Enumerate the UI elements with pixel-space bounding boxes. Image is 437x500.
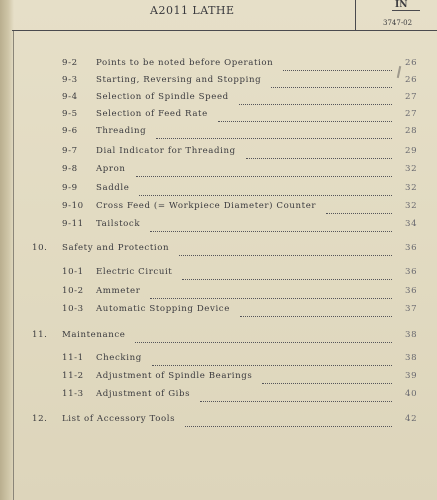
toc-page: 27 bbox=[405, 92, 418, 102]
toc-leader bbox=[185, 414, 392, 427]
toc-title: Threading bbox=[96, 126, 147, 136]
toc-page: 36 bbox=[405, 243, 418, 253]
toc-number: 11-2 bbox=[62, 371, 84, 381]
toc-page: 32 bbox=[405, 183, 418, 193]
toc-leader bbox=[262, 371, 392, 384]
toc-page: 29 bbox=[405, 146, 418, 156]
toc-page: 32 bbox=[405, 201, 418, 211]
toc-number: 9-7 bbox=[62, 146, 78, 156]
toc-row-9-11 bbox=[0, 219, 437, 233]
toc-row-9-6 bbox=[0, 126, 437, 140]
toc-number: 9-9 bbox=[62, 183, 78, 193]
toc-title: Apron bbox=[96, 164, 126, 174]
toc-number: 11-3 bbox=[62, 389, 84, 399]
toc-title: Points to be noted before Operation bbox=[96, 58, 274, 68]
toc-number: 10-2 bbox=[62, 286, 84, 296]
toc-number: 10-1 bbox=[62, 267, 84, 277]
toc-page: 34 bbox=[405, 219, 418, 229]
toc-leader bbox=[271, 75, 392, 88]
toc-row-9-8 bbox=[0, 164, 437, 178]
toc-page: 36 bbox=[405, 286, 418, 296]
toc-leader bbox=[283, 58, 392, 71]
toc-number: 9-4 bbox=[62, 92, 78, 102]
toc-title: Starting, Reversing and Stopping bbox=[96, 75, 262, 85]
toc-number: 11-1 bbox=[62, 353, 84, 363]
toc-number: 9-11 bbox=[62, 219, 84, 229]
toc-row-9-4 bbox=[0, 92, 437, 106]
toc-title: Checking bbox=[96, 353, 142, 363]
toc-page: 38 bbox=[405, 353, 418, 363]
toc-row-11-2 bbox=[0, 371, 437, 385]
toc-number: 12. bbox=[32, 414, 48, 424]
toc-page: 42 bbox=[405, 414, 418, 424]
toc-title: Safety and Protection bbox=[62, 243, 170, 253]
toc-page: 36 bbox=[405, 267, 418, 277]
language-code: IN bbox=[395, 0, 408, 10]
toc-number: 9-5 bbox=[62, 109, 78, 119]
toc-leader bbox=[239, 92, 392, 105]
toc-title: Adjustment of Spindle Bearings bbox=[96, 371, 253, 381]
toc-title: Adjustment of Gibs bbox=[96, 389, 191, 399]
toc-title: Cross Feed (= Workpiece Diameter) Counter bbox=[96, 201, 317, 211]
toc-page: 26 bbox=[405, 75, 418, 85]
toc-leader bbox=[246, 146, 392, 159]
toc-row-11-3 bbox=[0, 389, 437, 403]
toc-title: Selection of Feed Rate bbox=[96, 109, 208, 119]
toc-row-9-2 bbox=[0, 58, 437, 72]
toc-title: Electric Circuit bbox=[96, 267, 173, 277]
toc-page: 28 bbox=[405, 126, 418, 136]
toc-title: Dial Indicator for Threading bbox=[96, 146, 236, 156]
toc-number: 9-10 bbox=[62, 201, 84, 211]
toc-page: 26 bbox=[405, 58, 418, 68]
toc-leader bbox=[136, 164, 392, 177]
toc-row-10-1 bbox=[0, 267, 437, 281]
toc-page: 38 bbox=[405, 330, 418, 340]
toc-leader bbox=[139, 183, 392, 196]
toc-leader bbox=[150, 286, 392, 299]
toc-row-9-5 bbox=[0, 109, 437, 123]
toc-number: 10. bbox=[32, 243, 48, 253]
toc-leader bbox=[218, 109, 392, 122]
toc-page: 27 bbox=[405, 109, 418, 119]
toc-title: Selection of Spindle Speed bbox=[96, 92, 229, 102]
toc-title: Saddle bbox=[96, 183, 130, 193]
toc-title: Tailstock bbox=[96, 219, 141, 229]
toc-leader bbox=[326, 201, 392, 214]
toc-row-9-9 bbox=[0, 183, 437, 197]
toc-row-10-2 bbox=[0, 286, 437, 300]
toc-page: 32 bbox=[405, 164, 418, 174]
toc-row-10 bbox=[0, 243, 437, 257]
toc-leader bbox=[135, 330, 392, 343]
toc-leader bbox=[179, 243, 392, 256]
toc-row-11-1 bbox=[0, 353, 437, 367]
manual-title: A2011 LATHE bbox=[150, 4, 235, 17]
toc-number: 11. bbox=[32, 330, 48, 340]
toc-number: 9-3 bbox=[62, 75, 78, 85]
toc-leader bbox=[200, 389, 392, 402]
toc-leader bbox=[150, 219, 392, 232]
toc-number: 9-8 bbox=[62, 164, 78, 174]
toc-row-9-10 bbox=[0, 201, 437, 215]
toc-row-10-3 bbox=[0, 304, 437, 318]
document-number: 3747-02 bbox=[383, 19, 413, 27]
toc-number: 9-2 bbox=[62, 58, 78, 68]
toc-leader bbox=[152, 353, 392, 366]
toc-title: Maintenance bbox=[62, 330, 126, 340]
toc-row-9-7 bbox=[0, 146, 437, 160]
toc-page: 40 bbox=[405, 389, 418, 399]
toc-row-11 bbox=[0, 330, 437, 344]
toc-row-12 bbox=[0, 414, 437, 428]
toc-number: 10-3 bbox=[62, 304, 84, 314]
toc-page: 39 bbox=[405, 371, 418, 381]
toc-title: List of Accessory Tools bbox=[62, 414, 176, 424]
toc-row-9-3 bbox=[0, 75, 437, 89]
toc-leader bbox=[240, 304, 392, 317]
toc-leader bbox=[182, 267, 392, 280]
toc-leader bbox=[156, 126, 392, 139]
toc-title: Ammeter bbox=[96, 286, 141, 296]
toc-title: Automatic Stopping Device bbox=[96, 304, 230, 314]
toc-page: 37 bbox=[405, 304, 418, 314]
toc-number: 9-6 bbox=[62, 126, 78, 136]
